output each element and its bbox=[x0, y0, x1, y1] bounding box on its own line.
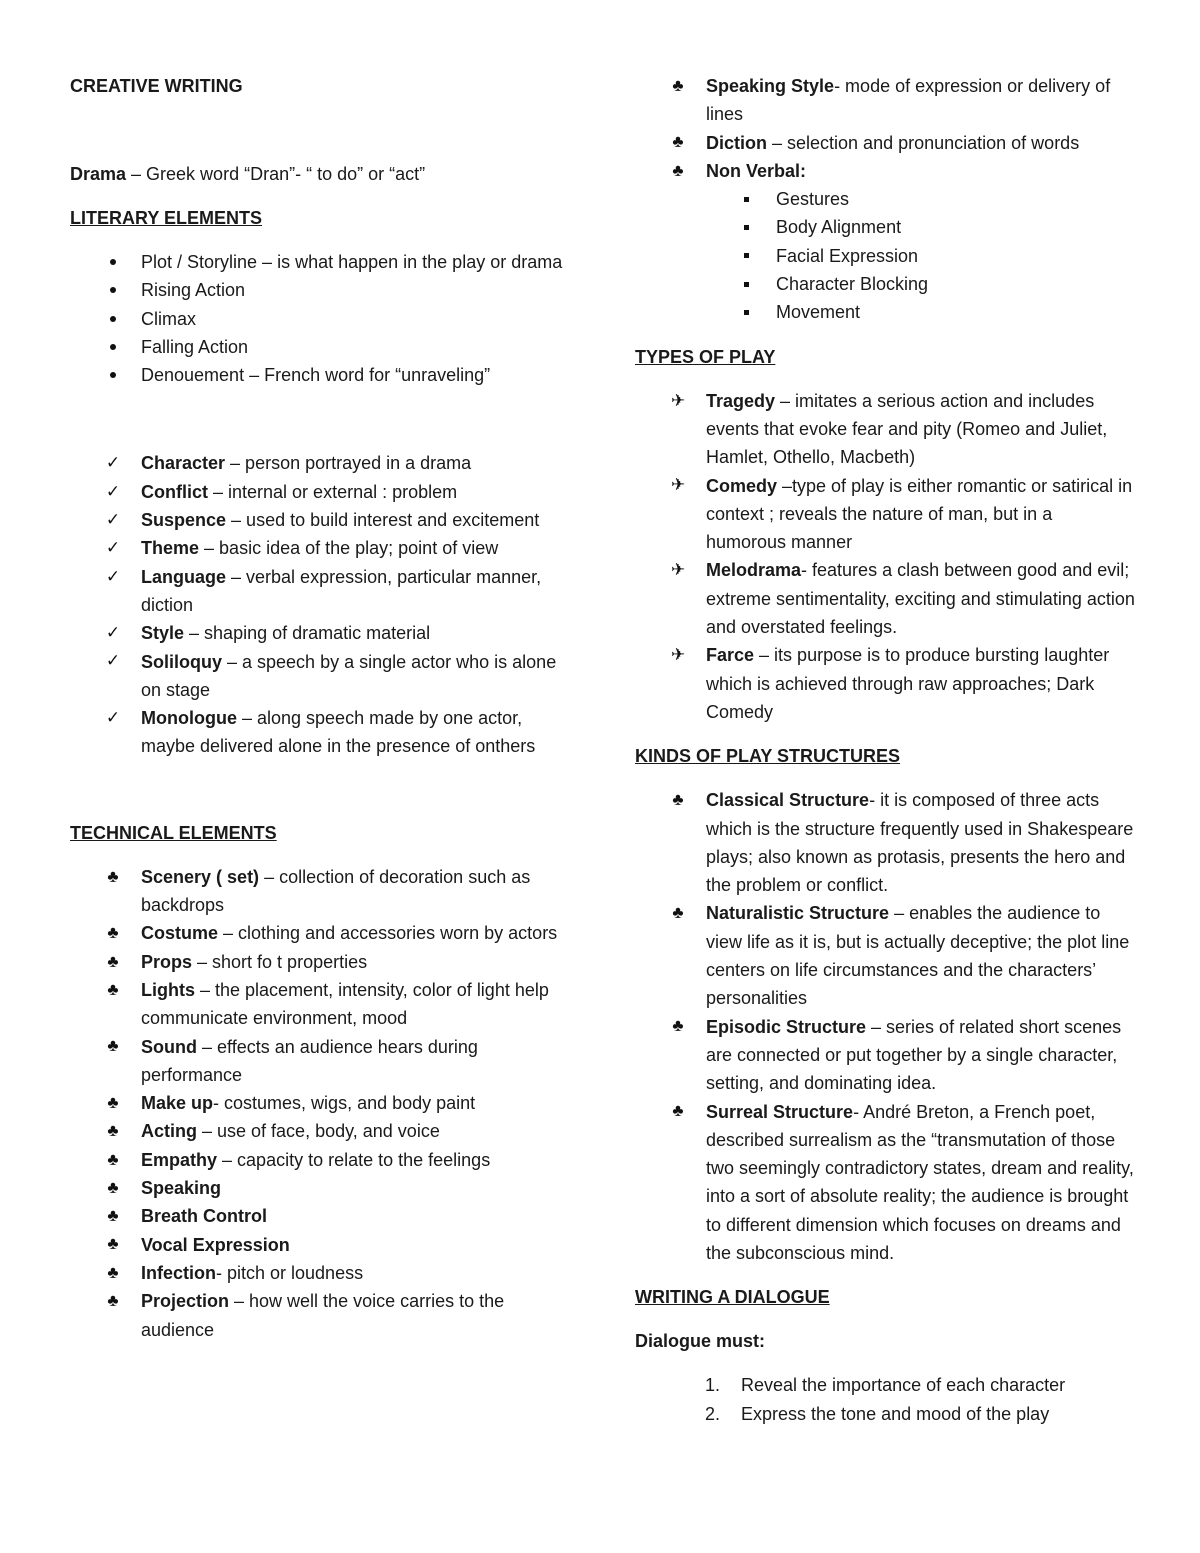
list-item: ♣ Infection- pitch or loudness bbox=[70, 1259, 570, 1287]
club-icon: ♣ bbox=[672, 903, 684, 923]
checkmark-icon: ✓ bbox=[105, 566, 121, 586]
club-icon: ♣ bbox=[672, 132, 684, 152]
list-item: ♣ Naturalistic Structure – enables the audience to view life as it is, but is actually deceptive; the plot line centers on life circumstances and the characters’ personalities bbox=[635, 899, 1135, 1012]
list-item: ♣ Diction – selection and pronunciation of words bbox=[635, 129, 1135, 157]
club-icon: ♣ bbox=[107, 1234, 119, 1254]
bullet-icon bbox=[102, 333, 124, 361]
list-item: 1. Reveal the importance of each character bbox=[705, 1375, 1066, 1396]
list-item: ♣ Acting – use of face, body, and voice bbox=[70, 1117, 570, 1145]
list-item: Body Alignment bbox=[635, 213, 1135, 241]
list-item: Movement bbox=[635, 298, 1135, 326]
list-item: ♣ Speaking bbox=[70, 1174, 570, 1202]
list-item: ♣ Speaking Style- mode of expression or delivery of lines bbox=[635, 72, 1135, 129]
bullet-icon bbox=[102, 248, 124, 276]
list-item: ♣ Breath Control bbox=[70, 1202, 570, 1230]
types-of-play-title: TYPES OF PLAY bbox=[635, 346, 776, 367]
square-bullet-icon bbox=[735, 270, 757, 298]
types-list bbox=[635, 387, 1135, 727]
list-item: ✈ Farce – its purpose is to produce bursting laughter which is achieved through raw approaches; Dark Comedy bbox=[635, 641, 1135, 726]
list-item: ✈ Comedy –type of play is either romantic or satirical in context ; reveals the nature of man, but in a humorous manner bbox=[635, 472, 1135, 557]
list-item: ♣ Vocal Expression bbox=[70, 1231, 570, 1259]
list-item: ✓ Character – person portrayed in a drama bbox=[70, 449, 570, 477]
checkmark-icon: ✓ bbox=[105, 708, 121, 728]
list-item: Facial Expression bbox=[635, 242, 1135, 270]
document-title: CREATIVE WRITING bbox=[70, 76, 243, 96]
arrow-icon: ✈ bbox=[670, 475, 686, 495]
list-item: ♣ Episodic Structure – series of related short scenes are connected or put together by a single character, setting, and dominating idea. bbox=[635, 1013, 1135, 1098]
list-item: ✈ Melodrama- features a clash between good and evil; extreme sentimentality, exciting and stimulating action and overstated feelings. bbox=[635, 556, 1135, 641]
structures-list bbox=[635, 786, 1135, 1267]
list-item: Rising Action bbox=[70, 276, 570, 304]
list-item: ✈ Tragedy – imitates a serious action and includes events that evoke fear and pity (Romeo and Juliet, Hamlet, Othello, Macbeth) bbox=[635, 387, 1135, 472]
checkmark-icon: ✓ bbox=[105, 651, 121, 671]
list-item: Climax bbox=[70, 305, 570, 333]
list-item: ♣ Costume – clothing and accessories worn by actors bbox=[70, 919, 570, 947]
technical-elements-title: TECHNICAL ELEMENTS bbox=[70, 822, 277, 843]
literary-elements-title: LITERARY ELEMENTS bbox=[70, 208, 263, 228]
list-item: ♣ Lights – the placement, intensity, color of light help communicate environment, mood bbox=[70, 976, 570, 1033]
play-structures-title: KINDS OF PLAY STRUCTURES bbox=[635, 746, 901, 767]
club-icon: ♣ bbox=[107, 979, 119, 999]
literary-bullet-list bbox=[70, 248, 570, 389]
square-bullet-icon bbox=[735, 298, 757, 326]
technical-list bbox=[70, 863, 570, 1344]
arrow-icon: ✈ bbox=[670, 560, 686, 580]
list-item: ♣ Classical Structure- it is composed of three acts which is the structure frequently used in Shakespeare plays; also known as protasis, presents the hero and the problem or conflict. bbox=[635, 786, 1135, 899]
dialogue-subtitle: Dialogue must: bbox=[635, 1331, 766, 1352]
left-column bbox=[70, 72, 570, 1344]
club-icon: ♣ bbox=[107, 951, 119, 971]
square-bullet-icon bbox=[735, 185, 757, 213]
drama-term: Drama bbox=[70, 164, 127, 184]
square-bullet-icon bbox=[735, 213, 757, 241]
bullet-icon bbox=[102, 305, 124, 333]
drama-desc: – Greek word “Dran”- “ to do” or “act” bbox=[126, 164, 426, 184]
club-icon: ♣ bbox=[107, 1092, 119, 1112]
club-icon: ♣ bbox=[107, 866, 119, 886]
club-icon: ♣ bbox=[107, 1121, 119, 1141]
bullet-icon bbox=[102, 276, 124, 304]
list-item: ✓ Language – verbal expression, particular manner, diction bbox=[70, 563, 570, 620]
checkmark-icon: ✓ bbox=[105, 481, 121, 501]
club-icon: ♣ bbox=[672, 1101, 684, 1121]
square-bullet-icon bbox=[735, 242, 757, 270]
club-icon: ♣ bbox=[107, 923, 119, 943]
bullet-icon bbox=[102, 361, 124, 389]
dialogue-list bbox=[635, 1371, 1135, 1428]
list-item: Falling Action bbox=[70, 333, 570, 361]
club-icon: ♣ bbox=[672, 1016, 684, 1036]
literary-check-list bbox=[70, 449, 570, 760]
list-item: ♣ Props – short fo t properties bbox=[70, 948, 570, 976]
list-item: ✓ Conflict – internal or external : problem bbox=[70, 478, 570, 506]
checkmark-icon: ✓ bbox=[105, 453, 121, 473]
list-item: ✓ Soliloquy – a speech by a single actor who is alone on stage bbox=[70, 648, 570, 705]
list-item: Plot / Storyline – is what happen in the play or drama bbox=[70, 248, 570, 276]
list-item: 2. Express the tone and mood of the play bbox=[705, 1403, 1050, 1424]
list-item: ♣ Make up- costumes, wigs, and body paint bbox=[70, 1089, 570, 1117]
list-item: Gestures bbox=[635, 185, 1135, 213]
list-item: ♣ Surreal Structure- André Breton, a French poet, described surrealism as the “transmutation of those two seemingly contradictory states, dream and reality, into a sort of absolute reality; the audience is brought to different dimension which focuses on dreams and the subconscious mind. bbox=[635, 1098, 1135, 1268]
list-item: ✓ Suspence – used to build interest and excitement bbox=[70, 506, 570, 534]
club-icon: ♣ bbox=[107, 1291, 119, 1311]
checkmark-icon: ✓ bbox=[105, 623, 121, 643]
drama-definition bbox=[70, 160, 570, 188]
club-icon: ♣ bbox=[672, 790, 684, 810]
list-item: ✓ Style – shaping of dramatic material bbox=[70, 619, 570, 647]
list-item: Character Blocking bbox=[635, 270, 1135, 298]
list-item: ✓ Monologue – along speech made by one actor, maybe delivered alone in the presence of onthers bbox=[70, 704, 570, 761]
right-column bbox=[635, 72, 1135, 1428]
checkmark-icon: ✓ bbox=[105, 509, 121, 529]
arrow-icon: ✈ bbox=[670, 390, 686, 410]
list-item: ♣ Sound – effects an audience hears during performance bbox=[70, 1033, 570, 1090]
list-item: ♣ Projection – how well the voice carries to the audience bbox=[70, 1287, 570, 1344]
club-icon: ♣ bbox=[672, 75, 684, 95]
club-icon: ♣ bbox=[672, 160, 684, 180]
list-item: ♣ Empathy – capacity to relate to the feelings bbox=[70, 1146, 570, 1174]
list-item: ♣ Scenery ( set) – collection of decoration such as backdrops bbox=[70, 863, 570, 920]
club-icon: ♣ bbox=[107, 1206, 119, 1226]
checkmark-icon: ✓ bbox=[105, 538, 121, 558]
club-icon: ♣ bbox=[107, 1177, 119, 1197]
list-item: ♣ Non Verbal: bbox=[635, 157, 1135, 185]
list-item: Denouement – French word for “unraveling” bbox=[70, 361, 570, 389]
writing-dialogue-title: WRITING A DIALOGUE bbox=[635, 1287, 830, 1308]
club-icon: ♣ bbox=[107, 1262, 119, 1282]
speaking-list bbox=[635, 72, 1135, 185]
nonverbal-list bbox=[635, 185, 1135, 326]
arrow-icon: ✈ bbox=[670, 645, 686, 665]
list-item: ✓ Theme – basic idea of the play; point of view bbox=[70, 534, 570, 562]
club-icon: ♣ bbox=[107, 1036, 119, 1056]
club-icon: ♣ bbox=[107, 1149, 119, 1169]
